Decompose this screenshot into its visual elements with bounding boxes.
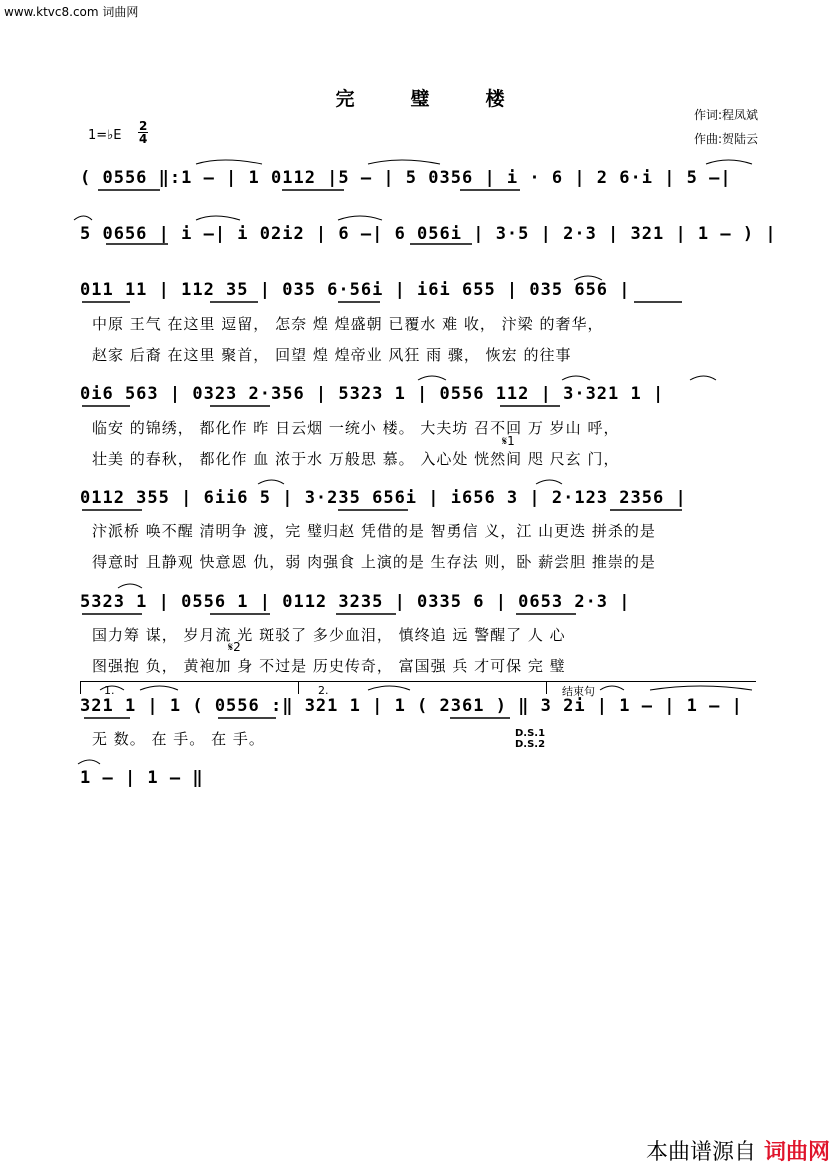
slur-arc: [100, 686, 124, 690]
lyric-line-3a: 汴派桥 唤不醒 清明争 渡，完 璧归赵 凭借的是 智勇信 义，江 山更迭 拼杀的是: [92, 522, 656, 540]
lyricist-credit: 作词:程凤斌: [693, 108, 758, 122]
ds-2-mark: D.S.2: [515, 739, 546, 750]
footer-source-text: 本曲谱源自: [645, 1140, 756, 1165]
title-char-3: 楼: [485, 88, 505, 110]
slur-arc: [418, 376, 446, 380]
composer-credit: 作曲:贺陆云: [693, 132, 758, 146]
segno-1-mark: 𝄋1: [502, 434, 515, 448]
segno-2-mark: 𝄋2: [228, 640, 241, 654]
site-watermark[interactable]: www.ktvc8.com 词曲网: [4, 5, 139, 19]
music-line-5: 321 1 | 1 ( 0556 :‖ 321 1 | 1 ( 2361 ) ‖ 3 2i | 1 — | 1 — |: [80, 696, 743, 716]
lyric-line-4b: 图强抱 负， 黄袍加 身 不过是 历史传奇， 富国强 兵 才可保 完 璧: [92, 657, 566, 675]
music-line-4: 5323 1 | 0556 1 | 0112 3235 | 0335 6 | 0653 2·3 |: [80, 592, 631, 612]
intro-line-2: 5 0656 | i —| i 02i2 | 6 —| 6 056i | 3·5 | 2·3 | 321 | 1 — ) |: [80, 224, 777, 244]
lyric-line-1a: 中原 王气 在这里 逗留， 怎奈 煌 煌盛朝 已覆水 难 收， 汴梁 的奢华，: [92, 315, 604, 333]
lyric-line-2a: 临安 的锦绣， 都化作 昨 日云烟 一统小 楼。 大夫坊 召不回 万 岁山 呼，: [92, 419, 620, 437]
slur-arc: [74, 216, 92, 220]
lyric-line-4a: 国力筹 谋， 岁月流 光 斑驳了 多少血泪， 慎终追 远 警醒了 人 心: [92, 626, 566, 644]
slur-arc: [574, 276, 602, 280]
slur-arc: [338, 216, 382, 220]
volta-1-label: 1.: [104, 684, 115, 697]
slur-arc: [562, 376, 590, 380]
ending-line: 1 — | 1 — ‖: [80, 768, 204, 788]
music-line-1: 011 11 | 112 35 | 035 6·56i | i6i 655 | 035 656 |: [80, 280, 631, 300]
meter-bottom: 4: [139, 132, 148, 146]
lyric-line-1b: 赵家 后裔 在这里 聚首， 回望 煌 煌帝业 风狂 雨 骤， 恢宏 的往事: [92, 346, 572, 364]
lyric-line-5a: 无 数。 在 手。 在 手。: [92, 730, 265, 748]
slur-arc: [196, 160, 262, 164]
lyric-line-3b: 得意时 且静观 快意恩 仇，弱 肉强食 上演的是 生存法 则，卧 薪尝胆 推崇的是: [92, 553, 656, 571]
slur-arc: [368, 686, 410, 690]
slur-arc: [140, 686, 178, 690]
slur-arc: [690, 376, 716, 380]
fine-label: 结束句: [562, 685, 595, 698]
slur-arc: [368, 160, 440, 164]
footer-site-link[interactable]: 词曲网: [763, 1140, 830, 1165]
source-footer: [646, 1135, 830, 1166]
slur-arc: [196, 216, 240, 220]
music-line-2: 0i6 563 | 0323 2·356 | 5323 1 | 0556 112 | 3·321 1 |: [80, 384, 665, 404]
slur-arc: [650, 686, 752, 690]
music-line-3: 0112 355 | 6ii6 5 | 3·235 656i | i656 3 | 2·123 2356 |: [80, 488, 687, 508]
slur-arc: [536, 480, 562, 484]
lyric-line-2b: 壮美 的春秋， 都化作 血 浓于水 万般思 慕。 入心处 恍然间 咫 尺玄 门，: [92, 450, 620, 468]
ds-1-mark: D.S.1: [515, 728, 546, 739]
title-char-1: 完: [335, 88, 355, 110]
slur-arc: [118, 584, 142, 588]
slur-arc: [706, 160, 752, 164]
intro-line-1: ( 0556 ‖:1 — | 1 0112 |5 — | 5 0356 | i · 6 | 2 6·i | 5 —|: [80, 168, 732, 188]
slur-arc: [78, 760, 100, 764]
volta-2-label: 2.: [318, 684, 329, 697]
key-signature: 1=♭E: [88, 128, 122, 143]
meter-top: 2: [139, 119, 148, 133]
slur-arc: [600, 686, 624, 690]
slur-arc: [258, 480, 284, 484]
title-char-2: 璧: [410, 88, 430, 110]
